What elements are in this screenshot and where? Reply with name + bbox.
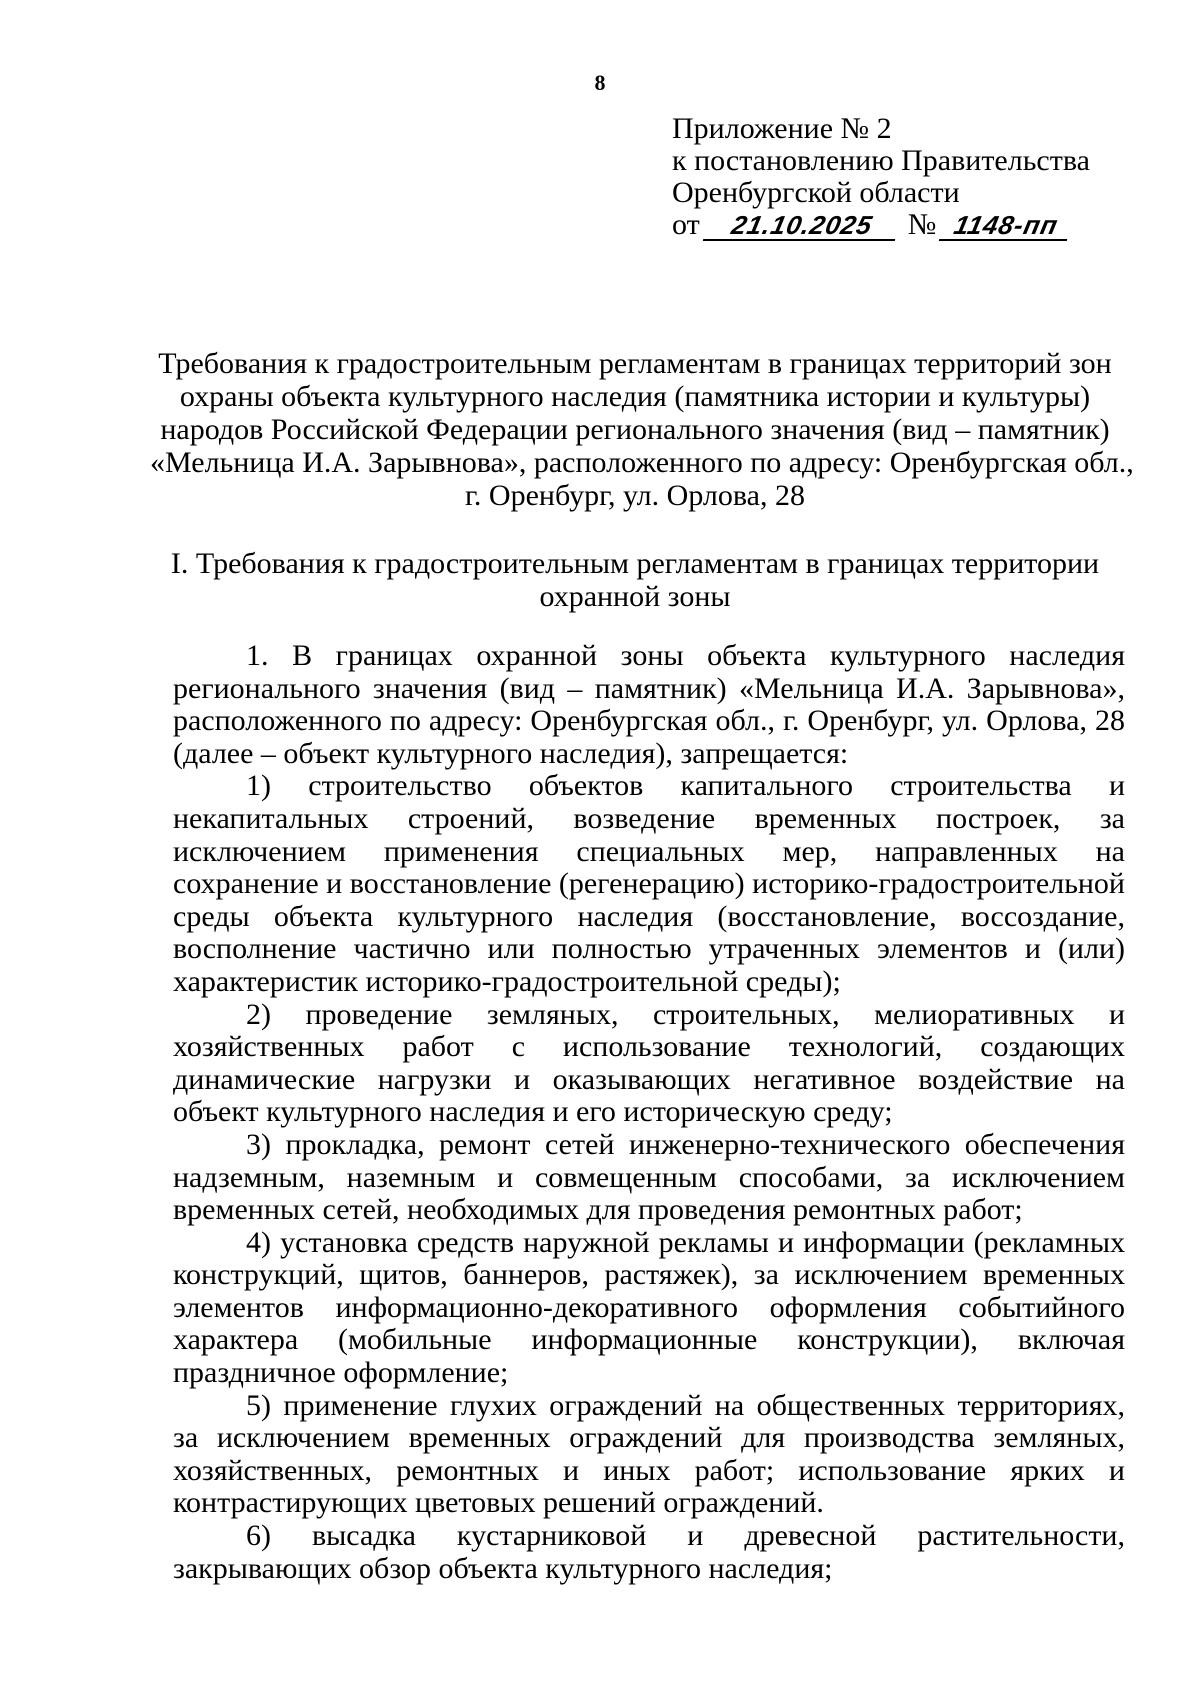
appendix-resolution-ref: к постановлению Правительства	[672, 144, 1090, 177]
appendix-region: Оренбургской области	[672, 176, 960, 209]
page-number: 8	[594, 70, 606, 95]
paragraph-subitem-6: 6) высадка кустарниковой и древесной растительности, закрывающих обзор объекта культурного наследия;	[173, 1519, 1125, 1585]
appendix-number: Приложение № 2	[672, 112, 892, 145]
title-line: охраны объекта культурного наследия (памятника истории и культуры)	[179, 380, 1091, 413]
section-heading	[150, 547, 1120, 613]
number-prefix: №	[907, 208, 937, 241]
paragraph-subitem-5: 5) применение глухих ограждений на общественных территориях, за исключением временных ограждений для производства земляных, хозяйственных, ремонтных и иных работ; использование ярких и контрастирующих цветовых решений ограждений.	[173, 1388, 1125, 1520]
section-heading-line: охранной зоны	[539, 580, 731, 613]
paragraph-subitem-3: 3) прокладка, ремонт сетей инженерно-технического обеспечения надземным, наземным и совмещенным способами, за исключением временных сетей, необходимых для проведения ремонтных работ;	[173, 1127, 1125, 1227]
appendix-date-number-row	[672, 209, 1132, 243]
document-title	[150, 347, 1134, 512]
handwritten-date: 21.10.2025	[703, 211, 901, 241]
paragraph-subitem-4: 4) установка средств наружной рекламы и информации (рекламных конструкций, щитов, баннеров, растяжек), за исключением временных элементов информационно-декоративного оформления событийного характера (мобильные информационные конструкции), включая праздничное оформление;	[173, 1225, 1125, 1390]
title-line: Требования к градостроительным регламентам в границах территорий зон	[158, 347, 1112, 380]
appendix-header	[672, 113, 1132, 243]
document-body	[173, 640, 1125, 1585]
title-line: г. Оренбург, ул. Орлова, 28	[465, 479, 805, 512]
title-line: народов Российской Федерации регионального значения (вид – памятник)	[160, 413, 1110, 446]
paragraph-subitem-1: 1) строительство объектов капитального строительства и некапитальных строений, возведение временных построек, за исключением применения специальных мер, направленных на сохранение и восстановление (регенерацию) историко-градостроительной среды объекта культурного наследия (восстановление, воссоздание, восполнение частично или полностью утраченных элементов и (или) характеристик историко-градостроительной среды);	[173, 769, 1125, 998]
paragraph-item-1: 1. В границах охранной зоны объекта культурного наследия регионального значения (вид – памятник) «Мельница И.А. Зарывнова», расположенного по адресу: Оренбургская обл., г. Оренбург, ул. Орлова, 28 (далее – объект культурного наследия), запрещается:	[173, 639, 1125, 770]
handwritten-number: 1148-пп	[939, 211, 1073, 241]
section-heading-line: I. Требования к градостроительным регламентам в границах территории	[170, 547, 1100, 580]
title-line: «Мельница И.А. Зарывнова», расположенного по адресу: Оренбургская обл.,	[150, 446, 1134, 479]
date-prefix: от	[672, 208, 700, 241]
paragraph-subitem-2: 2) проведение земляных, строительных, мелиоративных и хозяйственных работ с использование технологий, создающих динамические нагрузки и оказывающих негативное воздействие на объект культурного наследия и его историческую среду;	[173, 997, 1125, 1129]
